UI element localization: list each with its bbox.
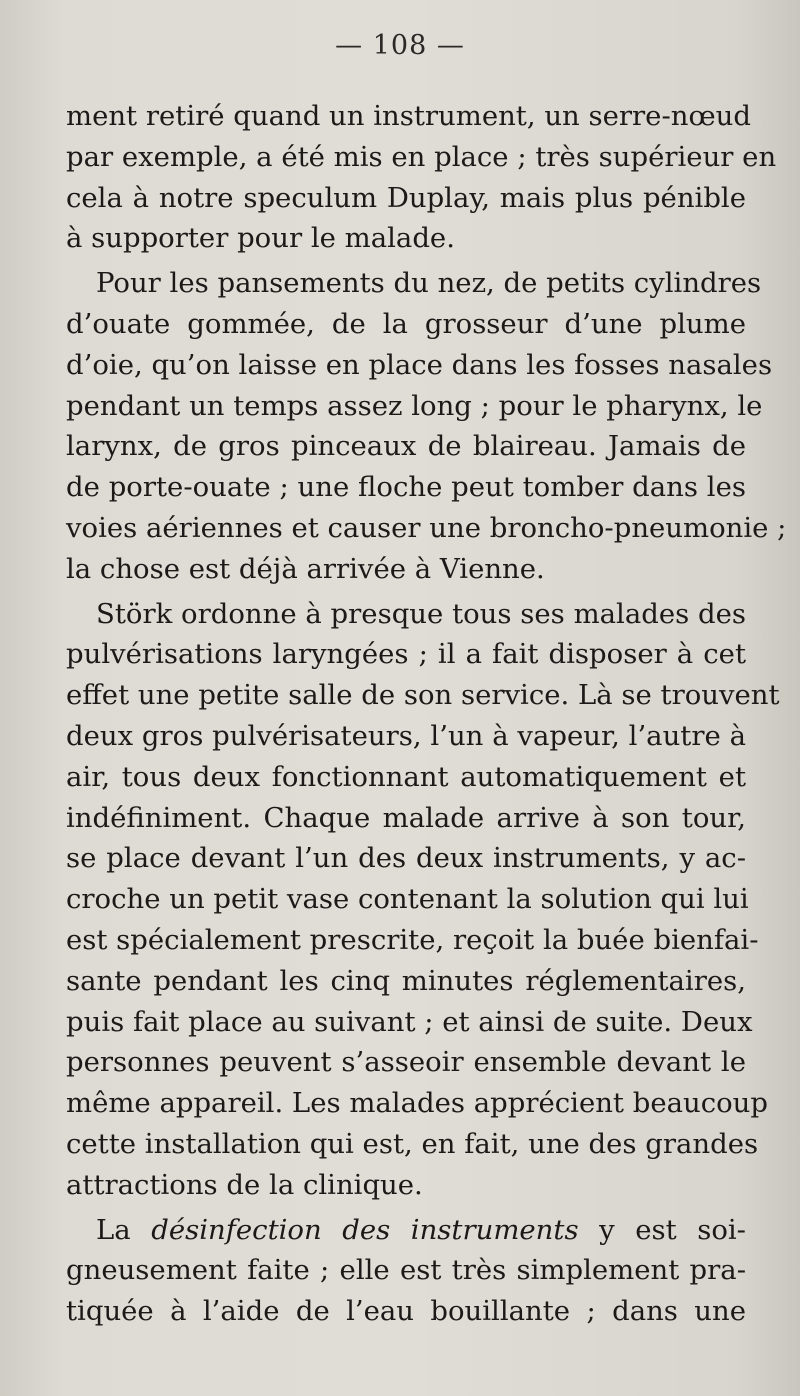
text-run: y est soi- <box>578 1213 746 1246</box>
text-line: air, tous deux fonctionnant automatiquement et <box>66 760 746 793</box>
text-line: de porte-ouate ; une floche peut tomber dans les <box>66 471 746 504</box>
text-line: cela à notre speculum Duplay, mais plus pénible <box>66 181 746 214</box>
text-line: attractions de la clinique. <box>66 1168 423 1201</box>
text-line: la chose est déjà arrivée à Vienne. <box>66 552 545 585</box>
paragraph <box>66 1210 746 1332</box>
text-line: par exemple, a été mis en place ; très supérieur en <box>66 140 777 173</box>
text-line: d’ouate gommée, de la grosseur d’une plume <box>66 307 746 340</box>
page-number: — 108 — <box>335 30 465 61</box>
text-line: tiquée à l’aide de l’eau bouillante ; dans une <box>66 1295 746 1328</box>
text-line: croche un petit vase contenant la solution qui lui <box>66 883 749 916</box>
text-line: est spécialement prescrite, reçoit la buée bienfai- <box>66 923 759 956</box>
text-line <box>66 1210 746 1251</box>
paragraph <box>66 96 777 259</box>
paragraph <box>66 594 780 1206</box>
text-line: même appareil. Les malades apprécient beaucoup <box>66 1087 768 1120</box>
text-line: Störk ordonne à presque tous ses malades des <box>96 597 746 630</box>
text-line: personnes peuvent s’asseoir ensemble devant le <box>66 1046 746 1079</box>
paragraph <box>66 263 787 589</box>
text-line: gneusement faite ; elle est très simplement pra- <box>66 1254 746 1287</box>
text-line: effet une petite salle de son service. Là se trouvent <box>66 679 780 712</box>
text-line: deux gros pulvérisateurs, l’un à vapeur, l’autre à <box>66 719 746 752</box>
text-line: d’oie, qu’on laisse en place dans les fosses nasales <box>66 348 773 381</box>
text-line: puis fait place au suivant ; et ainsi de suite. Deux <box>66 1005 753 1038</box>
text-line: voies aériennes et causer une broncho-pneumonie ; <box>66 511 787 544</box>
page-body <box>66 96 787 1332</box>
italic-phrase: désinfection des instruments <box>151 1213 579 1246</box>
text-line: se place devant l’un des deux instruments, y ac- <box>66 842 746 875</box>
text-run: La <box>96 1213 152 1246</box>
text-line: pulvérisations laryngées ; il a fait disposer à cet <box>66 638 746 671</box>
text-line: Pour les pansements du nez, de petits cylindres <box>96 267 762 300</box>
text-line: ment retiré quand un instrument, un serre-nœud <box>66 100 751 132</box>
text-line: indéfiniment. Chaque malade arrive à son tour, <box>66 801 746 834</box>
text-line: à supporter pour le malade. <box>66 222 455 255</box>
text-line: pendant un temps assez long ; pour le pharynx, le <box>66 389 763 422</box>
text-line: sante pendant les cinq minutes réglementaires, <box>66 964 746 997</box>
text-line: cette installation qui est, en fait, une des grandes <box>66 1127 759 1160</box>
text-line: larynx, de gros pinceaux de blaireau. Jamais de <box>66 430 746 463</box>
